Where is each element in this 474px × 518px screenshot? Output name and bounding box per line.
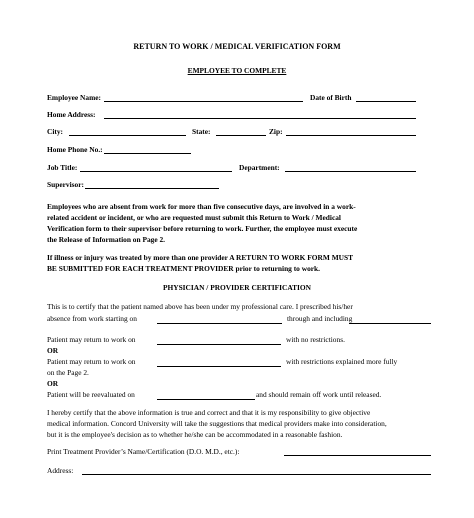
certify-line-2-mid: through and including	[287, 314, 353, 323]
return-no-restrictions-end: with no restrictions.	[286, 335, 345, 344]
job-title-label: Job Title:	[47, 163, 78, 172]
home-address-field[interactable]	[104, 118, 416, 119]
print-provider-field[interactable]	[284, 455, 431, 456]
print-provider-label: Print Treatment Provider’s Name/Certification (D.O. M.D., etc.):	[47, 447, 240, 456]
city-label: City:	[47, 127, 64, 136]
employee-notice-line-4: the Release of Information on Page 2.	[47, 235, 166, 244]
employee-notice-line-3: Verification form to their supervisor before returning to work. Further, the employee must execute	[47, 224, 358, 233]
provider-notice-line-2: BE SUBMITTED FOR EACH TREATMENT PROVIDER prior to returning to work.	[47, 264, 320, 273]
section-employee-heading: EMPLOYEE TO COMPLETE	[187, 66, 287, 75]
date-of-birth-label: Date of Birth	[310, 93, 352, 102]
employee-notice-line-2: related accident or incident, or who are requested must submit this Return to Work / Medical	[47, 213, 341, 222]
certify-line-1: This is to certify that the patient named above has been under my professional care. I prescribed his/her	[47, 302, 353, 311]
attest-line-2: medical information. Concord University will take the suggestions that medical providers make into consideration,	[47, 419, 387, 428]
employee-name-field[interactable]	[104, 101, 303, 102]
home-phone-field[interactable]	[104, 153, 191, 154]
provider-notice-line-1: If illness or injury was treated by more than one provider A RETURN TO WORK FORM MUST	[47, 253, 354, 262]
zip-label: Zip:	[269, 127, 283, 136]
zip-field[interactable]	[286, 135, 416, 136]
return-with-restrictions-date-field[interactable]	[157, 366, 281, 367]
state-field[interactable]	[216, 135, 266, 136]
state-label: State:	[192, 127, 211, 136]
certify-line-2-start: absence from work starting on	[47, 314, 137, 323]
address-field[interactable]	[82, 474, 431, 475]
or-label-1: OR	[47, 346, 59, 355]
absence-start-date-field[interactable]	[157, 323, 282, 324]
date-of-birth-field[interactable]	[356, 101, 416, 102]
supervisor-label: Supervisor:	[47, 180, 84, 189]
reevaluated-end: and should remain off work until released.	[256, 390, 382, 399]
employee-name-label: Employee Name:	[47, 93, 101, 102]
return-no-restrictions-date-field[interactable]	[157, 344, 281, 345]
or-label-2: OR	[47, 379, 59, 388]
return-with-restrictions-mid: with restrictions explained more fully	[286, 357, 398, 366]
department-field[interactable]	[285, 171, 416, 172]
department-label: Department:	[239, 163, 280, 172]
home-address-label: Home Address:	[47, 110, 96, 119]
attest-line-3: but it is the employee's decision as to whether he/she can be accommodated in a reasonable fashion.	[47, 430, 343, 439]
attest-line-1: I hereby certify that the above information is true and correct and that it is my responsibility to give objective	[47, 408, 371, 417]
return-with-restrictions-start: Patient may return to work on	[47, 357, 136, 366]
form-title: RETURN TO WORK / MEDICAL VERIFICATION FORM	[133, 42, 341, 51]
home-phone-label: Home Phone No.:	[47, 145, 103, 154]
return-no-restrictions-start: Patient may return to work on	[47, 335, 136, 344]
absence-end-date-field[interactable]	[349, 323, 431, 324]
job-title-field[interactable]	[80, 171, 232, 172]
section-physician-heading: PHYSICIAN / PROVIDER CERTIFICATION	[162, 283, 312, 292]
employee-notice-line-1: Employees who are absent from work for more than five consecutive days, are involved in a work-	[47, 202, 356, 211]
city-field[interactable]	[69, 135, 186, 136]
supervisor-field[interactable]	[85, 188, 219, 189]
address-label: Address:	[47, 466, 74, 475]
reevaluation-date-field[interactable]	[157, 399, 255, 400]
reevaluated-start: Patient will be reevaluated on	[47, 390, 135, 399]
return-with-restrictions-end: on the Page 2.	[47, 368, 89, 377]
